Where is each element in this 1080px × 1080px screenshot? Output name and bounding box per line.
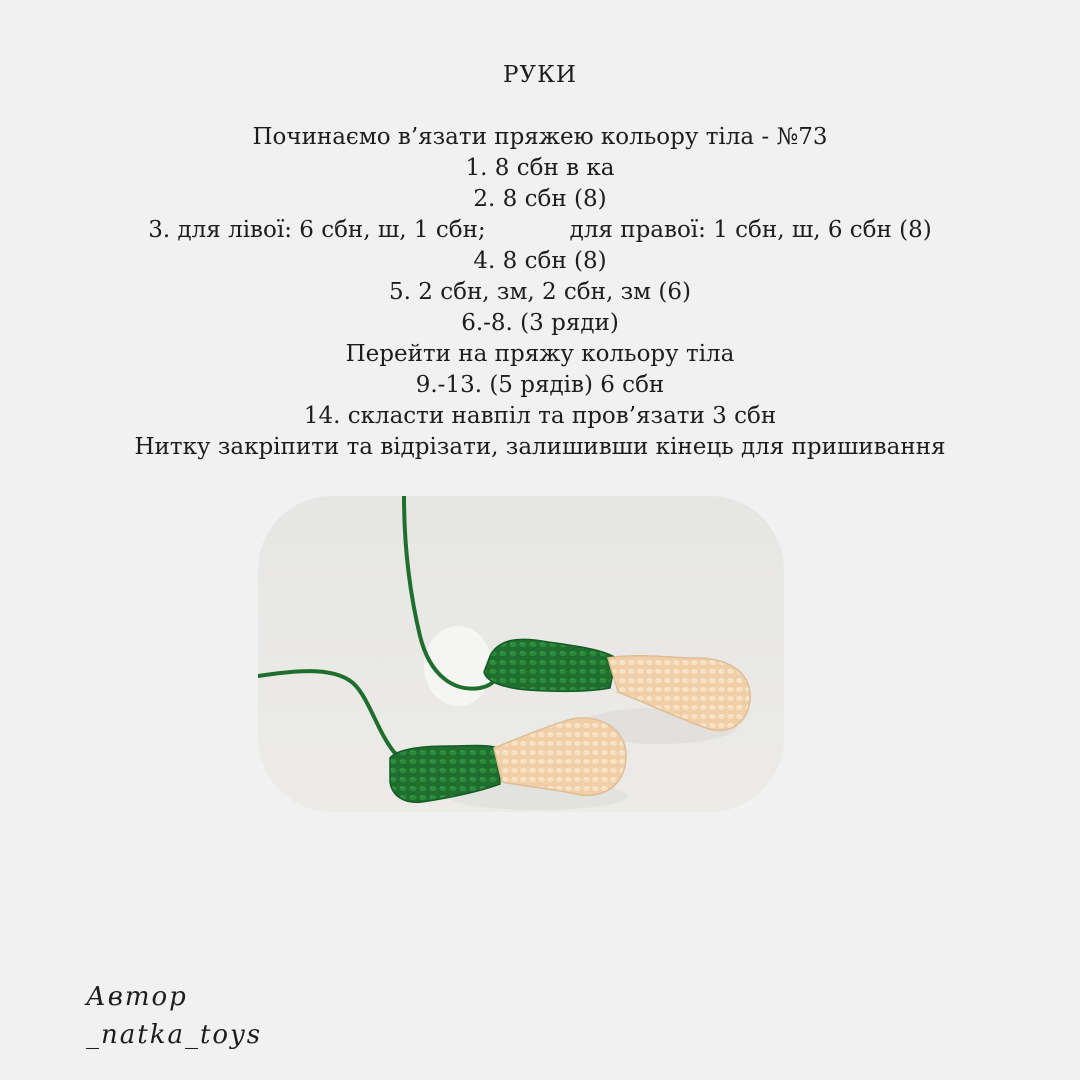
instruction-row-6-8: 6.-8. (3 ряди) [461, 310, 619, 336]
instruction-row-9-13: 9.-13. (5 рядів) 6 сбн [415, 372, 665, 398]
page-title: РУКИ [503, 62, 577, 88]
instruction-row-4: 4. 8 сбн (8) [473, 248, 607, 274]
instruction-row-1: 1. 8 сбн в ка [465, 155, 615, 181]
instruction-switch-yarn: Перейти на пряжу кольору тіла [345, 341, 735, 367]
author-handle: _natka_toys [86, 1020, 263, 1050]
instruction-row-5: 5. 2 сбн, зм, 2 сбн, зм (6) [389, 279, 691, 305]
author-label: Автор [86, 982, 188, 1012]
author-credit [86, 978, 262, 1054]
arms-photo [258, 496, 784, 812]
instruction-row-14: 14. скласти навпіл та пров’язати 3 сбн [303, 403, 777, 429]
instruction-row-3 [0, 215, 1080, 246]
instruction-row-2: 2. 8 сбн (8) [473, 186, 607, 212]
instruction-row-3-right: для правої: 1 сбн, ш, 6 сбн (8) [569, 217, 932, 243]
instruction-intro: Починаємо в’язати пряжею кольору тіла - №73 [252, 124, 828, 150]
instruction-finish: Нитку закріпити та відрізати, залишивши кінець для пришивання [134, 434, 946, 460]
crochet-arms-image [258, 496, 784, 812]
instructions [0, 122, 1080, 463]
instruction-row-3-left: 3. для лівої: 6 сбн, ш, 1 сбн; [148, 217, 486, 243]
